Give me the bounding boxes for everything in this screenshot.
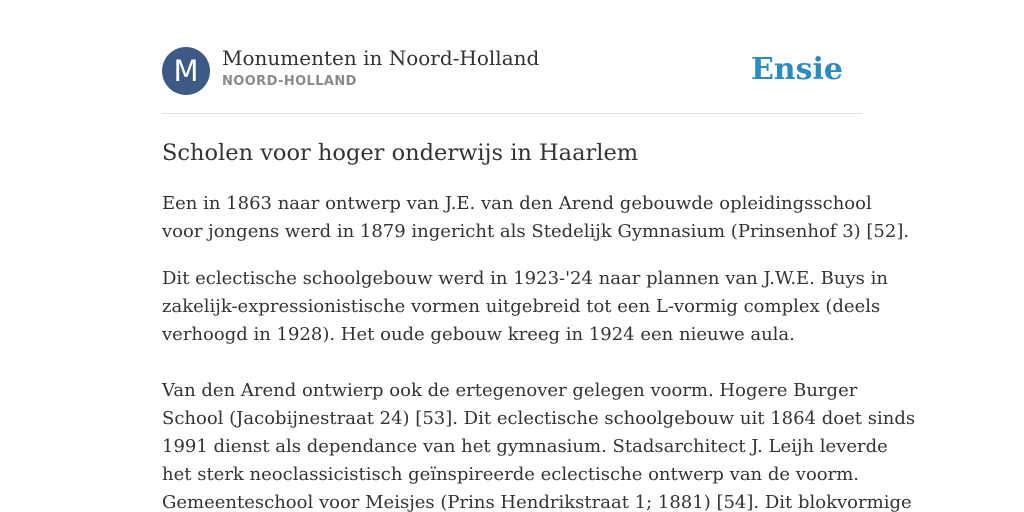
paragraph-1 xyxy=(162,190,910,246)
site-subtitle[interactable]: NOORD-HOLLAND xyxy=(222,74,357,89)
paragraph-line: Gemeenteschool voor Meisjes (Prins Hendrikstraat 1; 1881) [54]. Dit blokvormige xyxy=(162,492,912,512)
paragraph-line xyxy=(162,349,862,377)
header-divider xyxy=(162,113,862,114)
header xyxy=(162,46,862,96)
paragraph-line: Dit eclectische schoolgebouw werd in 1923-'24 naar plannen van J.W.E. Buys in xyxy=(162,268,888,289)
article-body xyxy=(162,190,916,512)
paragraph-line: Een in 1863 naar ontwerp van J.E. van den Arend gebouwde opleidingsschool xyxy=(162,193,872,214)
article-title: Scholen voor hoger onderwijs in Haarlem xyxy=(162,140,639,166)
paragraph-line: voor jongens werd in 1879 ingericht als Stedelijk Gymnasium (Prinsenhof 3) [52]. xyxy=(162,221,910,242)
paragraph-2 xyxy=(162,265,916,512)
paragraph-line: het sterk neoclassicistisch geïnspireerde eclectische ontwerp van de voorm. xyxy=(162,464,860,485)
paragraph-line: verhoogd in 1928). Het oude gebouw kreeg in 1924 een nieuwe aula. xyxy=(162,324,795,345)
paragraph-line: 1991 dienst als dependance van het gymnasium. Stadsarchitect J. Leijh leverde xyxy=(162,436,888,457)
paragraph-line: zakelijk-expressionistische vormen uitgebreid tot een L-vormig complex (deels xyxy=(162,296,881,317)
brand-logo[interactable]: Ensie xyxy=(750,52,843,87)
avatar[interactable]: M xyxy=(162,47,210,95)
paragraph-line: Van den Arend ontwierp ook de ertegenover gelegen voorm. Hogere Burger xyxy=(162,380,858,401)
paragraph-line: School (Jacobijnestraat 24) [53]. Dit eclectische schoolgebouw uit 1864 doet sinds xyxy=(162,408,916,429)
site-title[interactable]: Monumenten in Noord-Holland xyxy=(222,46,540,70)
